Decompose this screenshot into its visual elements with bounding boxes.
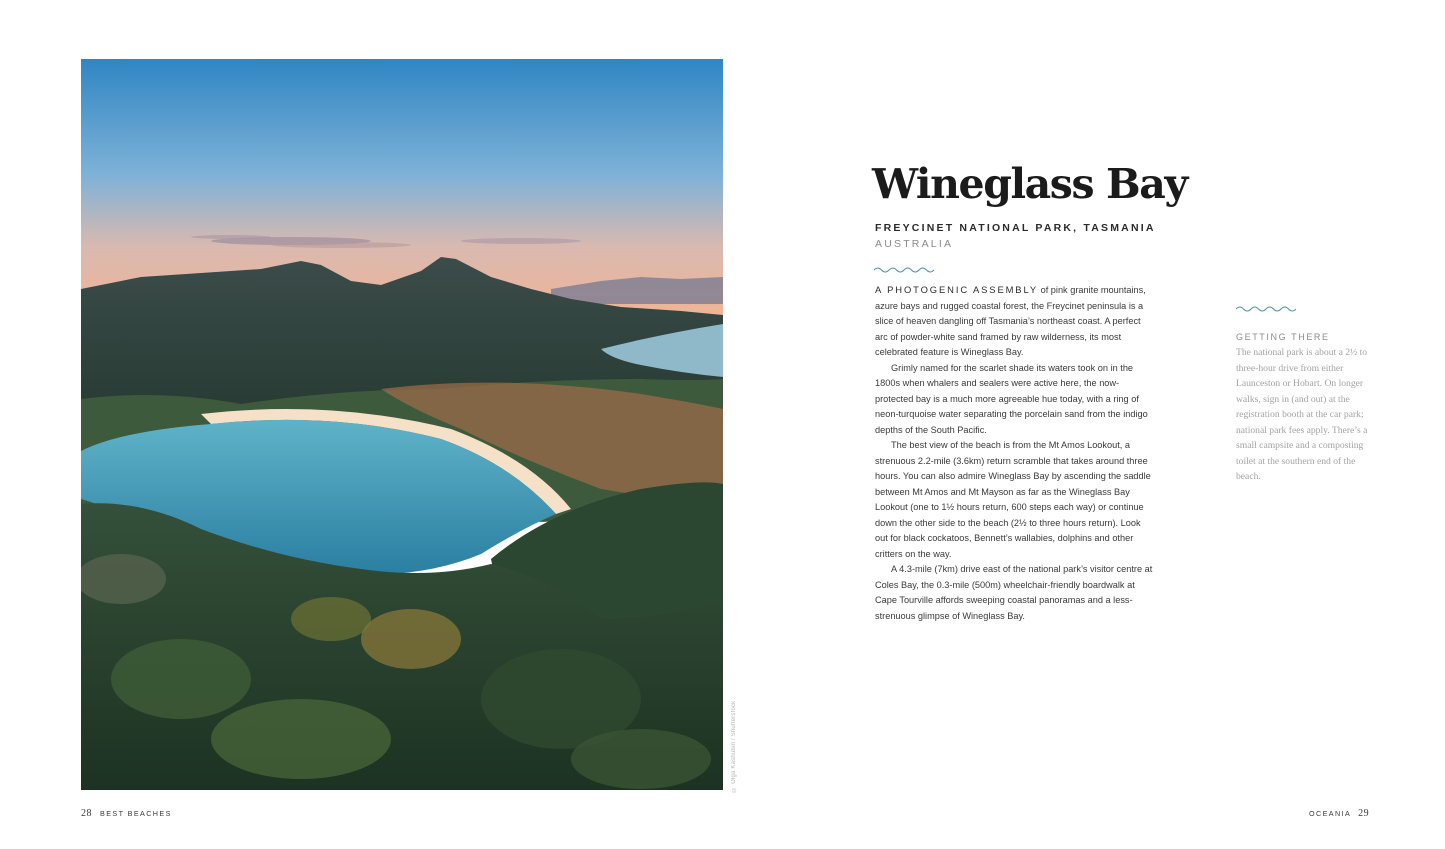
wave-divider-icon [874,266,934,274]
sidebar-heading: GETTING THERE [1236,332,1330,342]
paragraph-2: Grimly named for the scarlet shade its waters took on in the 1800s when whalers and sealers were active here, the now-protected bay is a much more agreeable hue today, with a ring of neon-turquoise water separating the porcelain sand from the indigo depths of the South Pacific. [875,362,1148,435]
article-body [875,282,1155,624]
paragraph-4: A 4.3-mile (7km) drive east of the national park’s visitor centre at Coles Bay, the 0.3-mile (500m) wheelchair-friendly boardwalk at Cape Tourville affords sweeping coastal panoramas and a less-strenuous glimpse of Wineglass Bay. [875,564,1153,621]
paragraph-3: The best view of the beach is from the Mt Amos Lookout, a strenuous 2.2-mile (3.6km) return scramble that takes around three hours. You can also admire Wineglass Bay by ascending the saddle between Mt Amos and Mt Mayson as far as the Wineglass Bay Lookout (one to 1½ hours return, 600 steps each way) or continue down the other side to the beach (2½ to three hours return). Look out for black cockatoos, Bennett’s wallabies, dolphins and other critters on the way. [875,440,1151,559]
lead-in: A PHOTOGENIC ASSEMBLY [875,284,1039,295]
wineglass-bay-photo [81,59,723,790]
sidebar-text: The national park is about a 2½ to three-hour drive from either Launceston or Hobart. On longer walks, sign in (and out) at the registration booth at the car park; national park fees apply. There’s a small campsite and a composting toilet at the southern end of the beach. [1236,347,1368,482]
country-subtitle: AUSTRALIA [875,238,954,250]
right-section-name: OCEANIA [1309,809,1352,818]
right-page-number: 29 [1358,808,1370,819]
paragraph-1-text: of pink granite mountains, azure bays and rugged coastal forest, the Freycinet peninsula is a slice of heaven dangling off Tasmania’s northeast coast. A perfect arc of powder-white sand framed by raw wilderness, its most celebrated feature is Wineglass Bay. [875,285,1146,357]
paragraph-1 [875,282,1155,361]
location-subtitle: FREYCINET NATIONAL PARK, TASMANIA [875,222,1156,234]
article-title: Wineglass Bay [872,160,1187,208]
left-section-name: BEST BEACHES [100,809,172,818]
left-folio [81,808,172,819]
sidebar-wave-divider-icon [1236,305,1296,313]
left-page-number: 28 [81,808,92,819]
right-folio [1309,808,1369,819]
landscape-illustration [81,59,723,790]
photo-credit: © Olga Kashubin / Shutterstock [731,700,737,792]
